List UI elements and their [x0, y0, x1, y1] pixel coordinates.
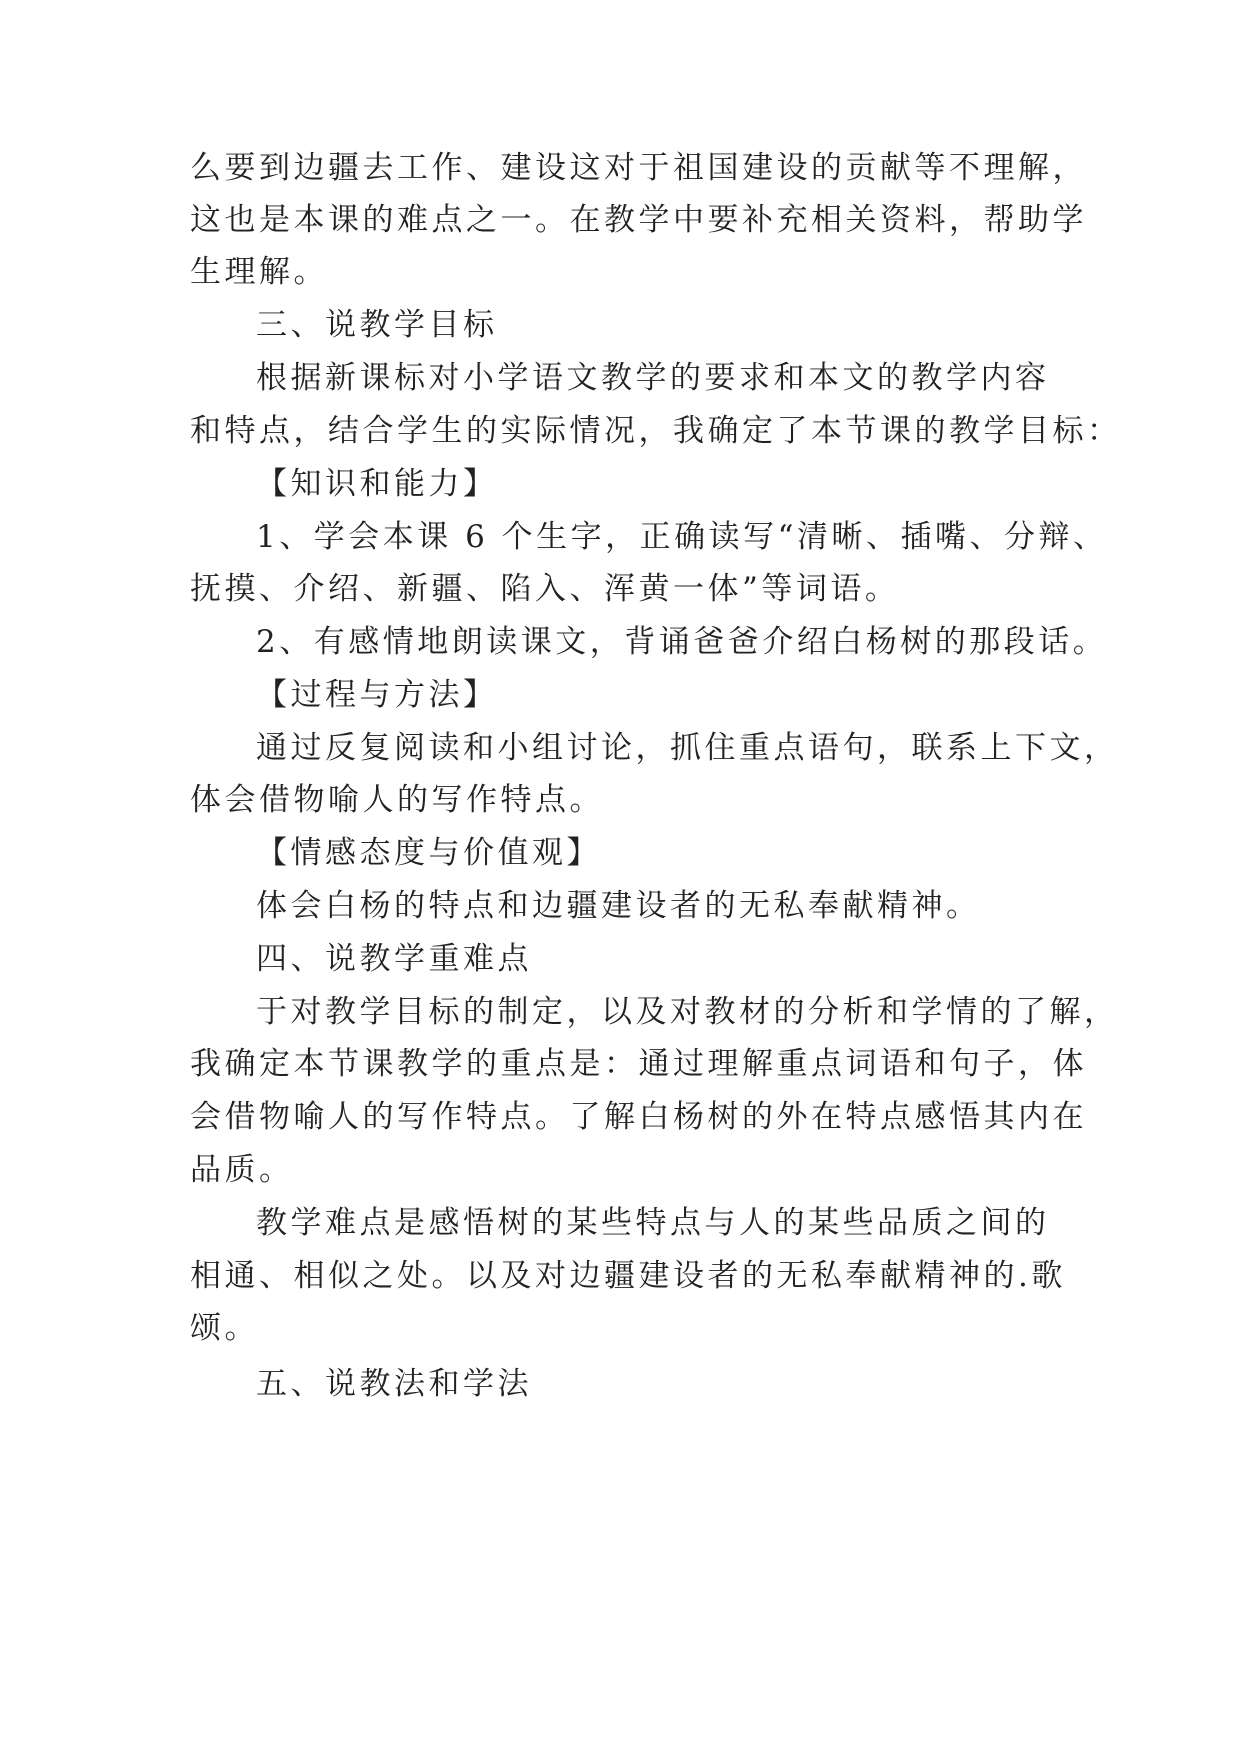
subheading: 【过程与方法】 [256, 677, 498, 713]
text-line: 2、有感情地朗读课文，背诵爸爸介绍白杨树的那段话。 [256, 624, 1108, 660]
text-line: 会借物喻人的写作特点。了解白杨树的外在特点感悟其内在 [190, 1099, 1087, 1135]
text-line: 通过反复阅读和小组讨论，抓住重点语句，联系上下文， [256, 730, 1119, 766]
text-line: 于对教学目标的制定，以及对教材的分析和学情的了解， [256, 994, 1119, 1030]
text-line: 这也是本课的难点之一。在教学中要补充相关资料，帮助学 [190, 202, 1087, 238]
subheading: 【知识和能力】 [256, 466, 498, 502]
text-line: 颂。 [190, 1310, 259, 1346]
text-line: 品质。 [190, 1152, 294, 1188]
text-line: 抚摸、介绍、新疆、陷入、浑黄一体”等词语。 [190, 571, 900, 607]
text-line: 么要到边疆去工作、建设这对于祖国建设的贡献等不理解， [190, 150, 1087, 186]
section-heading: 三、说教学目标 [256, 307, 498, 343]
text-line: 1、学会本课 6 个生字，正确读写“清晰、插嘴、分辩、 [256, 519, 1108, 555]
text-line: 体会借物喻人的写作特点。 [190, 782, 604, 818]
text-line: 和特点，结合学生的实际情况，我确定了本节课的教学目标： [190, 413, 1122, 449]
text-line: 体会白杨的特点和边疆建设者的无私奉献精神。 [256, 888, 981, 924]
text-line: 我确定本节课教学的重点是：通过理解重点词语和句子，体 [190, 1046, 1087, 1082]
section-heading: 四、说教学重难点 [256, 941, 532, 977]
text-line: 生理解。 [190, 254, 328, 290]
section-heading: 五、说教法和学法 [256, 1366, 532, 1402]
text-line: 相通、相似之处。以及对边疆建设者的无私奉献精神的.歌 [190, 1258, 1066, 1294]
text-line: 教学难点是感悟树的某些特点与人的某些品质之间的 [256, 1205, 1050, 1241]
subheading: 【情感态度与价值观】 [256, 835, 601, 871]
text-line: 根据新课标对小学语文教学的要求和本文的教学内容 [256, 360, 1050, 396]
